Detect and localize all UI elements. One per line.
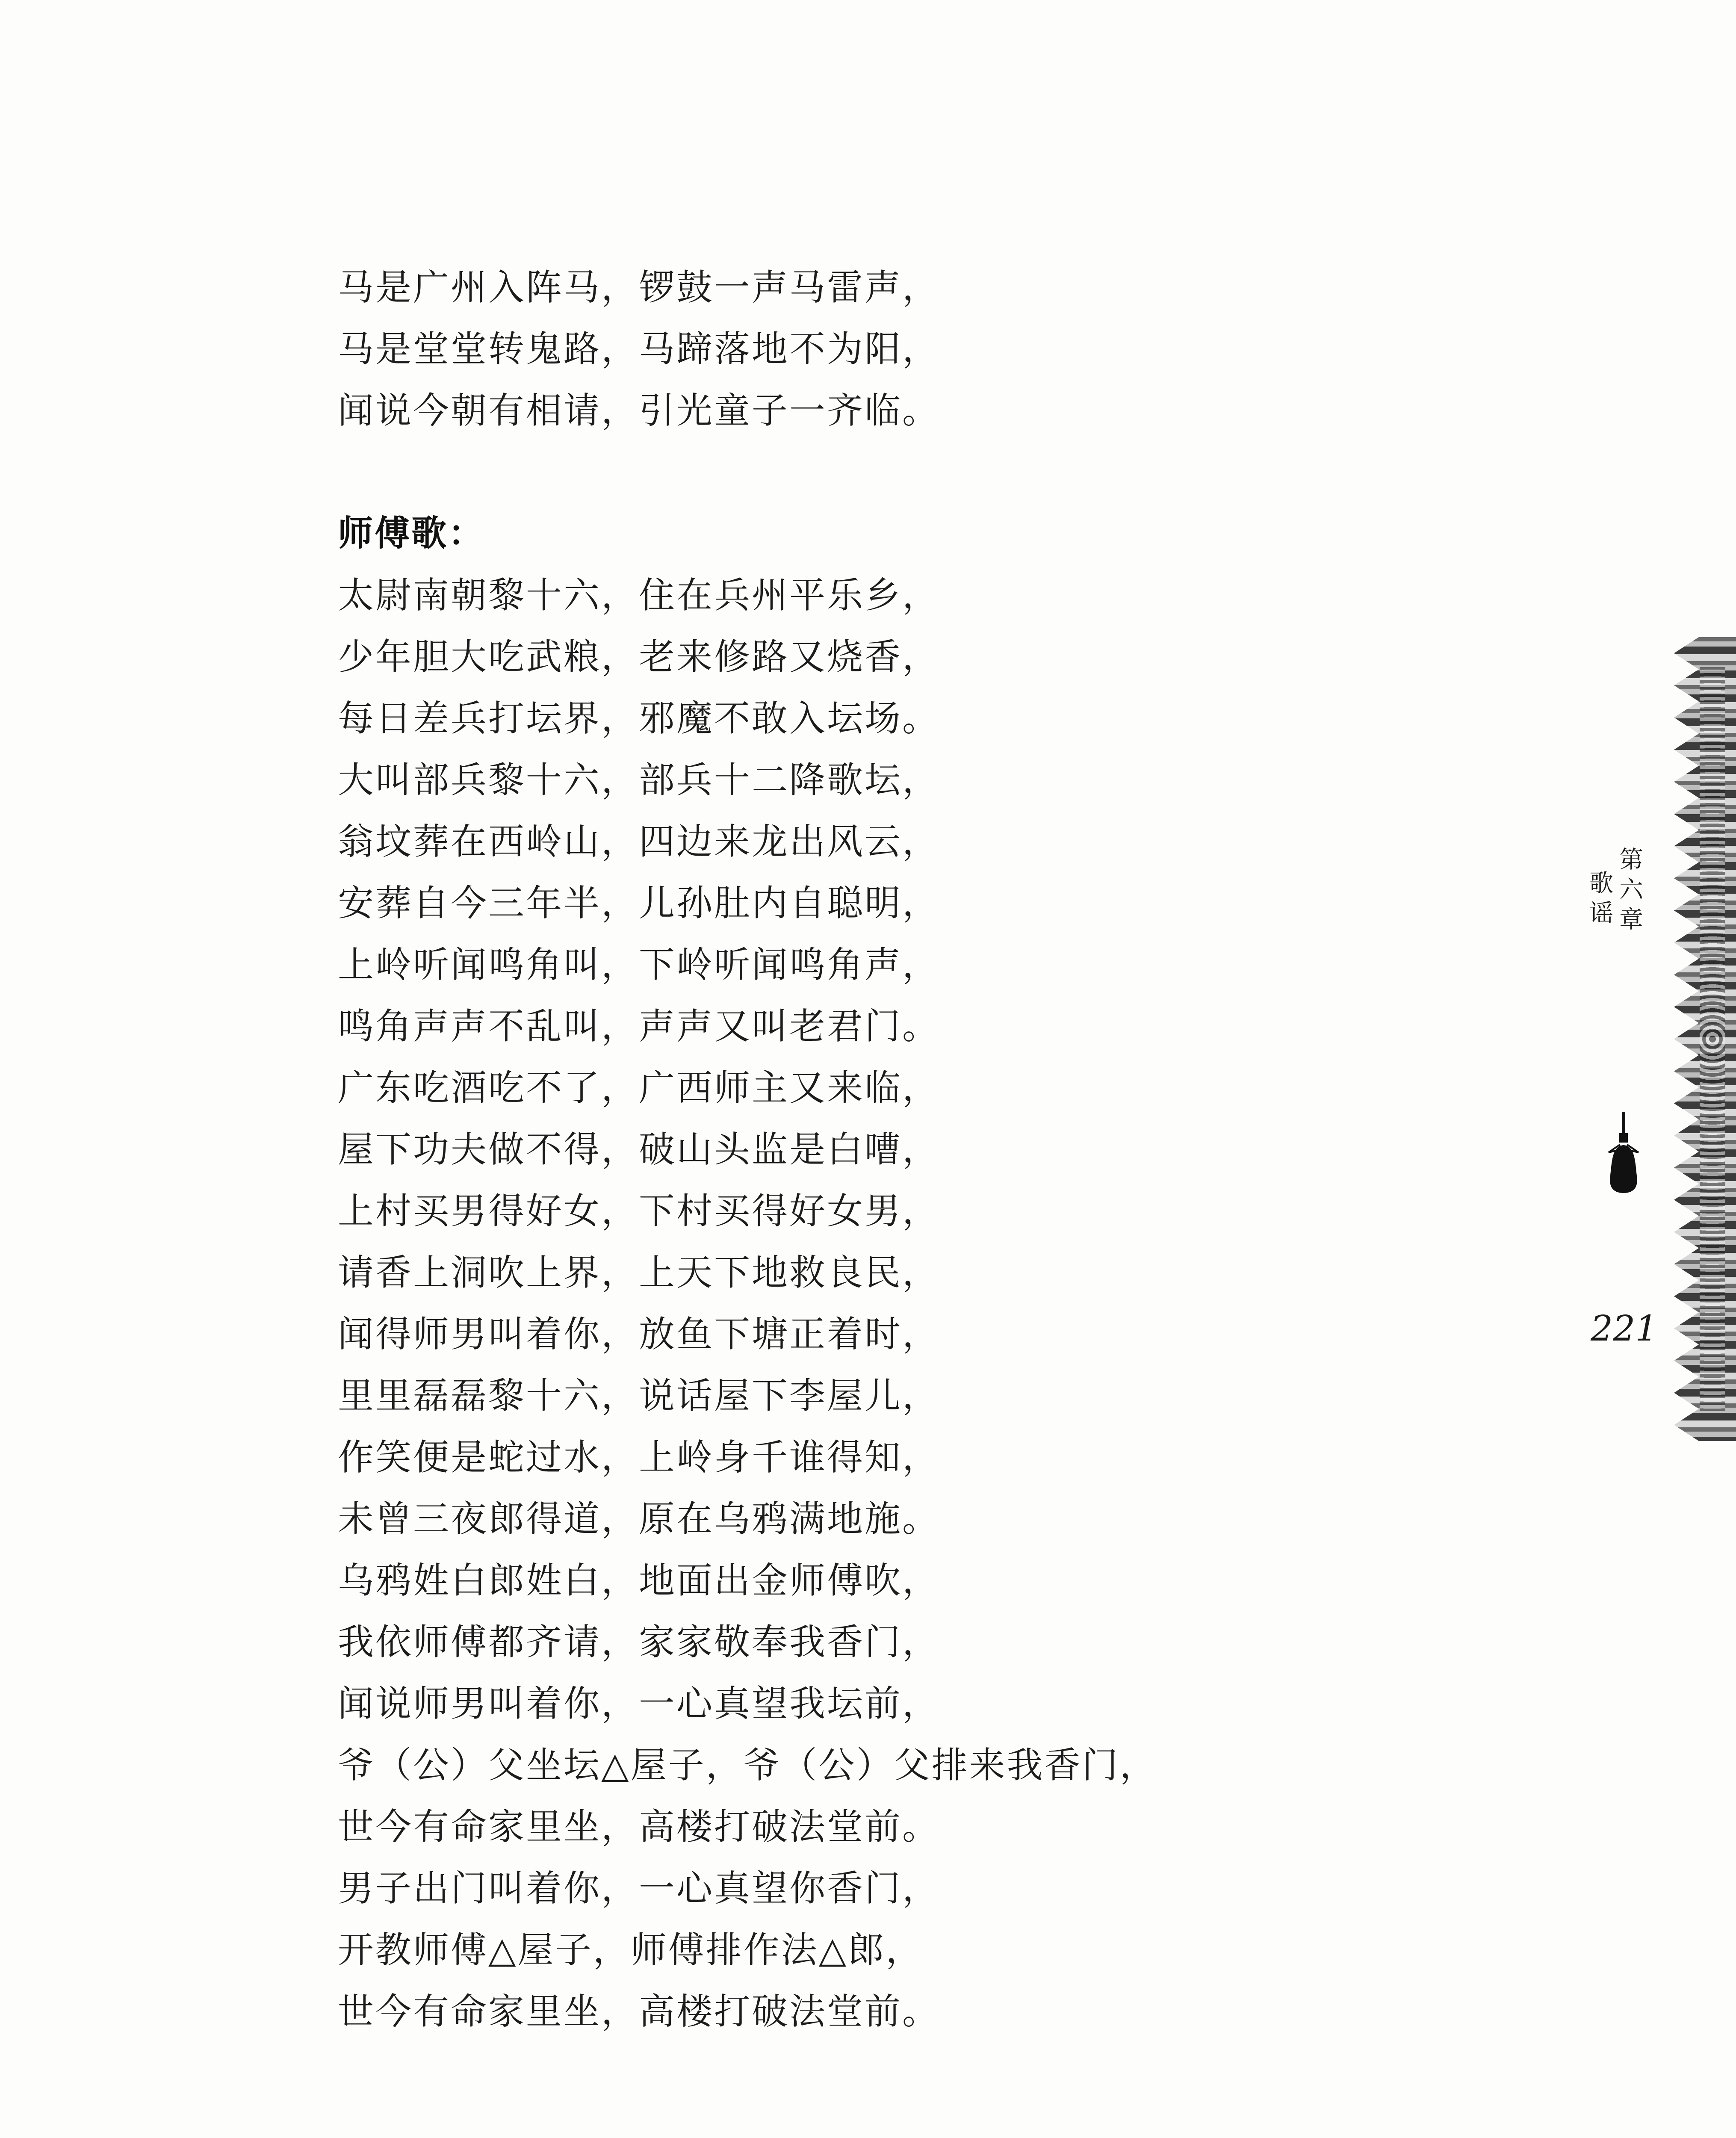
verse-line: 马是堂堂转鬼路，马蹄落地不为阳， xyxy=(338,328,940,370)
verse-line: 开教师傅△屋子，师傅排作法△郎， xyxy=(338,1929,924,1971)
bell-icon xyxy=(1600,1112,1647,1197)
verse-line: 安葬自今三年半，儿孙肚内自聪明， xyxy=(338,882,940,924)
verse-line: 闻说师男叫着你，一心真望我坛前， xyxy=(338,1683,940,1725)
verse-line: 世今有命家里坐，高楼打破法堂前。 xyxy=(338,1990,940,2032)
verse-line: 男子出门叫着你，一心真望你香门， xyxy=(338,1867,940,1909)
section-title: 师傅歌： xyxy=(338,513,485,554)
chapter-subject: 歌谣 xyxy=(1585,870,1613,930)
poem-text-block xyxy=(338,257,1407,2042)
verse-line: 里里磊磊黎十六，说话屋下李屋儿， xyxy=(338,1375,940,1417)
verse-line: 爷（公）父坐坛△屋子，爷（公）父排来我香门， xyxy=(338,1744,1157,1786)
stanza-gap xyxy=(338,441,1407,503)
verse-line: 请香上洞吹上界，上天下地救良民， xyxy=(338,1252,940,1293)
verse-line: 每日差兵打坛界，邪魔不敢入坛场。 xyxy=(338,697,940,739)
verse-line: 我依师傅都齐请，家家敬奉我香门， xyxy=(338,1621,940,1663)
verse-line: 大叫部兵黎十六，部兵十二降歌坛， xyxy=(338,759,940,801)
verse-line: 乌鸦姓白郎姓白，地面出金师傅吹， xyxy=(338,1559,940,1601)
verse-line: 鸣角声声不乱叫，声声又叫老君门。 xyxy=(338,1005,940,1047)
verse-line: 广东吃酒吃不了，广西师主又来临， xyxy=(338,1067,940,1109)
verse-line: 上村买男得好女，下村买得好女男， xyxy=(338,1190,940,1232)
verse-line: 闻说今朝有相请，引光童子一齐临。 xyxy=(338,390,940,431)
decorative-border-pattern xyxy=(1700,667,1725,1411)
verse-line: 太尉南朝黎十六，住在兵州平乐乡， xyxy=(338,574,940,616)
verse-line: 屋下功夫做不得，破山头监是白嘈， xyxy=(338,1128,940,1170)
verse-line: 世今有命家里坐，高楼打破法堂前。 xyxy=(338,1806,940,1848)
page-number: 221 xyxy=(1591,1308,1658,1349)
verse-line: 少年胆大吃武粮，老来修路又烧香， xyxy=(338,636,940,678)
chapter-label xyxy=(1585,847,1644,936)
verse-line: 上岭听闻鸣角叫，下岭听闻鸣角声， xyxy=(338,944,940,986)
chapter-number: 第六章 xyxy=(1615,847,1643,936)
verse-line: 作笑便是蛇过水，上岭身千谁得知， xyxy=(338,1436,940,1478)
verse-line: 马是广州入阵马，锣鼓一声马雷声， xyxy=(338,266,940,308)
verse-line: 未曾三夜郎得道，原在乌鸦满地施。 xyxy=(338,1498,940,1540)
verse-line: 闻得师男叫着你，放鱼下塘正着时， xyxy=(338,1313,940,1355)
verse-line: 翁坟葬在西岭山，四边来龙出风云， xyxy=(338,821,940,862)
